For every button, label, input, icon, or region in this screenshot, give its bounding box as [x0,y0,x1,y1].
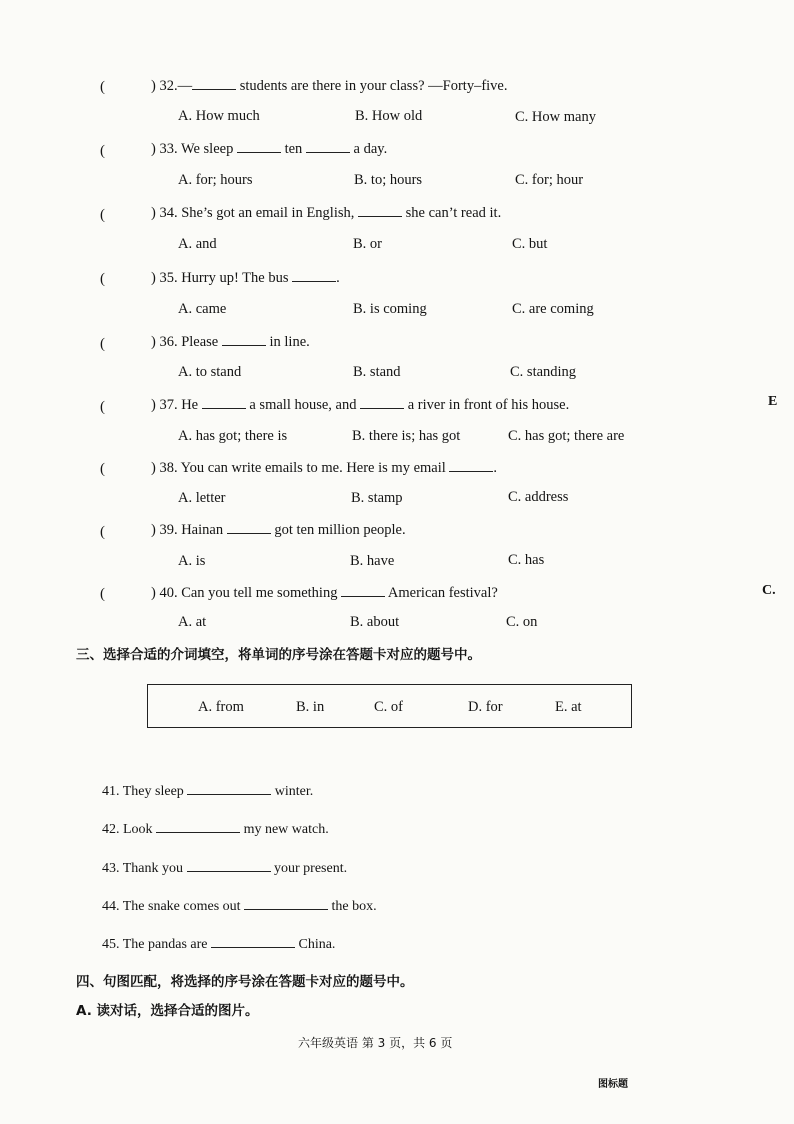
answer-paren: ( [100,586,105,602]
q35-option-a: A. came [178,301,227,317]
answer-paren: ( [100,461,105,477]
corner-stamp: 图标题 [598,1079,628,1090]
question-32-stem: ) 32.— students are there in your class? —Forty–five. [151,78,508,94]
q33-option-a: A. for; hours [178,172,253,188]
section-4-heading: 四、句图匹配，将选择的序号涂在答题卡对应的题号中。 [76,974,414,990]
answer-paren: ( [100,271,105,287]
q32-option-c: C. How many [515,109,596,125]
q38-option-a: A. letter [178,490,226,506]
q37-option-c: C. has got; there are [508,428,625,444]
q32-option-a: A. How much [178,108,260,124]
answer-paren: ( [100,524,105,540]
margin-letter: C. [762,583,776,598]
question-34-stem: ) 34. She’s got an email in English, she can’t read it. [151,205,502,221]
q39-option-b: B. have [350,553,395,569]
question-44: 44. The snake comes out the box. [102,899,377,914]
word-option-e: E. at [555,699,582,715]
question-39-stem: ) 39. Hainan got ten million people. [151,522,406,538]
question-36-stem: ) 36. Please in line. [151,334,310,350]
question-43: 43. Thank you your present. [102,861,348,876]
question-45: 45. The pandas are China. [102,937,336,952]
word-option-a: A. from [198,699,244,715]
q36-option-b: B. stand [353,364,401,380]
q40-option-a: A. at [178,614,207,630]
question-33-stem: ) 33. We sleep ten a day. [151,141,388,157]
q34-option-b: B. or [353,236,382,252]
question-37-stem: ) 37. He a small house, and a river in front of his house. [151,397,570,413]
answer-paren: ( [100,336,105,352]
q35-option-b: B. is coming [353,301,427,317]
section-3-heading: 三、选择合适的介词填空，将单词的序号涂在答题卡对应的题号中。 [76,647,481,663]
q39-option-a: A. is [178,553,206,569]
q38-option-b: B. stamp [351,490,403,506]
question-41: 41. They sleep winter. [102,784,314,799]
q37-option-a: A. has got; there is [178,428,288,444]
q32-option-b: B. How old [355,108,423,124]
q35-option-c: C. are coming [512,301,594,317]
q37-option-b: B. there is; has got [352,428,461,444]
question-38-stem: ) 38. You can write emails to me. Here is my email . [151,460,498,476]
word-box [147,684,632,728]
q33-option-c: C. for; hour [515,172,584,188]
question-35-stem: ) 35. Hurry up! The bus . [151,270,340,286]
answer-paren: ( [100,399,105,415]
section-4a-instruction: A. 读对话，选择合适的图片。 [76,1003,259,1019]
q38-option-c: C. address [508,489,569,505]
q34-option-c: C. but [512,236,548,252]
word-option-d: D. for [468,699,503,715]
answer-paren: ( [100,143,105,159]
q39-option-c: C. has [508,552,545,568]
word-option-c: C. of [374,699,403,715]
q36-option-a: A. to stand [178,364,242,380]
margin-letter: E [768,394,778,409]
question-42: 42. Look my new watch. [102,822,329,837]
q40-option-b: B. about [350,614,400,630]
q40-option-c: C. on [506,614,538,630]
question-40-stem: ) 40. Can you tell me something American festival? [151,585,498,601]
answer-paren: ( [100,79,105,95]
q34-option-a: A. and [178,236,217,252]
answer-paren: ( [100,207,105,223]
q36-option-c: C. standing [510,364,577,380]
page-footer: 六年级英语 第 3 页，共 6 页 [298,1036,453,1050]
word-option-b: B. in [296,699,325,715]
q33-option-b: B. to; hours [354,172,423,188]
